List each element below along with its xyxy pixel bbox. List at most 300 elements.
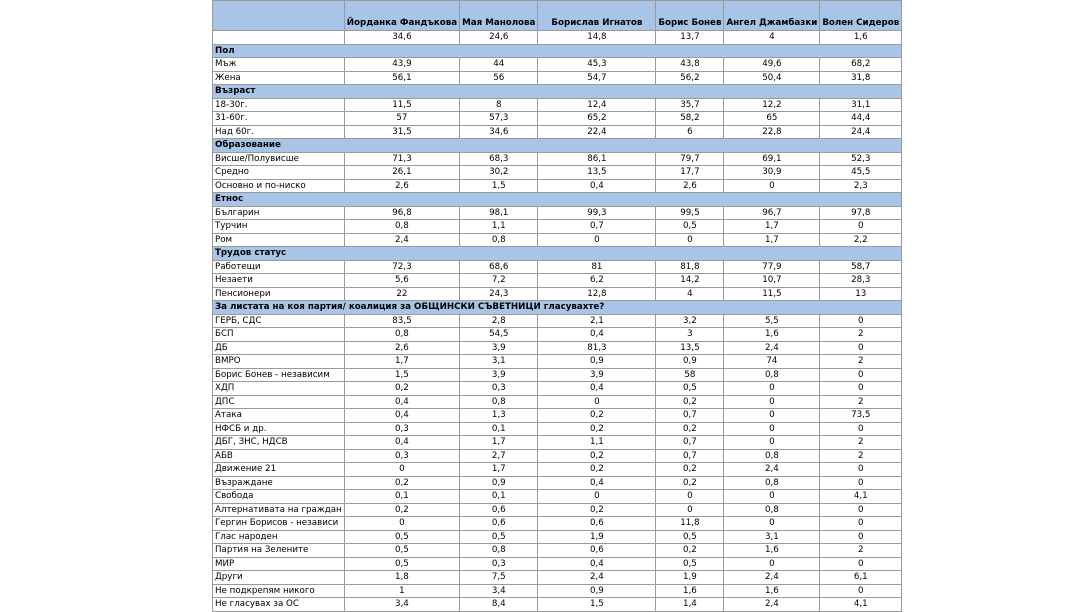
value-cell: 2,3 (820, 179, 902, 193)
value-cell: 43,8 (656, 58, 724, 72)
value-cell: 4,1 (820, 490, 902, 504)
value-cell: 45,5 (820, 166, 902, 180)
overall-value-cell: 24,6 (460, 31, 538, 45)
value-cell: 0 (820, 557, 902, 571)
value-cell: 5,5 (724, 314, 820, 328)
value-cell: 81,3 (538, 341, 656, 355)
value-cell: 69,1 (724, 152, 820, 166)
value-cell: 4 (656, 287, 724, 301)
value-cell: 1,7 (460, 463, 538, 477)
value-cell: 2 (820, 544, 902, 558)
section-header-row (213, 85, 902, 99)
value-cell: 31,1 (820, 98, 902, 112)
value-cell: 0 (344, 463, 459, 477)
value-cell: 22 (344, 287, 459, 301)
value-cell: 7,5 (460, 571, 538, 585)
value-cell: 3,1 (724, 530, 820, 544)
row-label: БСП (213, 328, 345, 342)
row-label: Не подкрепям никого (213, 584, 345, 598)
value-cell: 1,6 (724, 328, 820, 342)
table-row (213, 571, 902, 585)
section-title: Образование (213, 139, 902, 153)
value-cell: 0,8 (460, 544, 538, 558)
value-cell: 0,2 (656, 422, 724, 436)
value-cell: 1,7 (344, 355, 459, 369)
header-row (213, 1, 902, 31)
value-cell: 1,6 (724, 544, 820, 558)
row-label: Борис Бонев - независим (213, 368, 345, 382)
section-title: Трудов статус (213, 247, 902, 261)
value-cell: 1,5 (538, 598, 656, 612)
section-header-row (213, 193, 902, 207)
value-cell: 0 (724, 179, 820, 193)
row-label: МИР (213, 557, 345, 571)
table-row (213, 463, 902, 477)
value-cell: 13 (820, 287, 902, 301)
value-cell: 0 (820, 476, 902, 490)
section-title: Пол (213, 44, 902, 58)
table-row (213, 58, 902, 72)
value-cell: 2 (820, 449, 902, 463)
row-label: Работещи (213, 260, 345, 274)
value-cell: 0,2 (538, 503, 656, 517)
section-header-row (213, 139, 902, 153)
value-cell: 65 (724, 112, 820, 126)
row-label: Възраждане (213, 476, 345, 490)
value-cell: 0 (820, 530, 902, 544)
value-cell: 2,8 (460, 314, 538, 328)
column-header-candidate: Ангел Джамбазки (724, 1, 820, 31)
value-cell: 1,9 (656, 571, 724, 585)
table-row (213, 530, 902, 544)
value-cell: 6,1 (820, 571, 902, 585)
value-cell: 2,4 (724, 341, 820, 355)
table-row (213, 341, 902, 355)
table-row (213, 436, 902, 450)
value-cell: 54,7 (538, 71, 656, 85)
value-cell: 0,8 (724, 476, 820, 490)
value-cell: 0 (724, 422, 820, 436)
value-cell: 3,9 (460, 341, 538, 355)
row-label: Партия на Зелените (213, 544, 345, 558)
table-row (213, 395, 902, 409)
value-cell: 1,3 (460, 409, 538, 423)
value-cell: 22,8 (724, 125, 820, 139)
table-row (213, 220, 902, 234)
value-cell: 0,8 (460, 233, 538, 247)
value-cell: 31,8 (820, 71, 902, 85)
value-cell: 0,3 (344, 449, 459, 463)
value-cell: 56 (460, 71, 538, 85)
value-cell: 0 (820, 220, 902, 234)
value-cell: 12,8 (538, 287, 656, 301)
value-cell: 11,5 (344, 98, 459, 112)
value-cell: 3 (656, 328, 724, 342)
row-label: НФСБ и др. (213, 422, 345, 436)
value-cell: 10,7 (724, 274, 820, 288)
row-label: Ром (213, 233, 345, 247)
value-cell: 3,4 (460, 584, 538, 598)
overall-value-cell: 14,8 (538, 31, 656, 45)
value-cell: 0 (820, 517, 902, 531)
value-cell: 0,1 (460, 490, 538, 504)
overall-value-cell: 1,6 (820, 31, 902, 45)
value-cell: 0,5 (460, 530, 538, 544)
value-cell: 0 (820, 463, 902, 477)
row-label: АБВ (213, 449, 345, 463)
value-cell: 0 (820, 503, 902, 517)
value-cell: 2,7 (460, 449, 538, 463)
table-row (213, 98, 902, 112)
value-cell: 56,1 (344, 71, 459, 85)
column-header-candidate: Волен Сидеров (820, 1, 902, 31)
value-cell: 0 (820, 382, 902, 396)
value-cell: 43,9 (344, 58, 459, 72)
table-row (213, 355, 902, 369)
value-cell: 57 (344, 112, 459, 126)
value-cell: 0,9 (538, 355, 656, 369)
overall-value-cell: 13,7 (656, 31, 724, 45)
value-cell: 99,3 (538, 206, 656, 220)
value-cell: 0,4 (538, 557, 656, 571)
overall-value-cell: 4 (724, 31, 820, 45)
value-cell: 57,3 (460, 112, 538, 126)
row-label: Пенсионери (213, 287, 345, 301)
value-cell: 0,2 (538, 409, 656, 423)
value-cell: 17,7 (656, 166, 724, 180)
value-cell: 56,2 (656, 71, 724, 85)
section-header-row (213, 44, 902, 58)
value-cell: 81,8 (656, 260, 724, 274)
value-cell: 0,4 (344, 436, 459, 450)
value-cell: 0 (820, 341, 902, 355)
value-cell: 1,6 (724, 584, 820, 598)
value-cell: 0 (538, 395, 656, 409)
value-cell: 0 (656, 490, 724, 504)
value-cell: 1,6 (656, 584, 724, 598)
table-row (213, 476, 902, 490)
value-cell: 1,5 (344, 368, 459, 382)
row-label: 18-30г. (213, 98, 345, 112)
table-row (213, 422, 902, 436)
row-label: Основно и по-ниско (213, 179, 345, 193)
value-cell: 3,9 (460, 368, 538, 382)
value-cell: 1,8 (344, 571, 459, 585)
value-cell: 24,4 (820, 125, 902, 139)
value-cell: 0,4 (538, 476, 656, 490)
value-cell: 52,3 (820, 152, 902, 166)
value-cell: 96,7 (724, 206, 820, 220)
value-cell: 7,2 (460, 274, 538, 288)
value-cell: 0,6 (538, 544, 656, 558)
value-cell: 0 (656, 233, 724, 247)
value-cell: 0,8 (344, 220, 459, 234)
value-cell: 96,8 (344, 206, 459, 220)
value-cell: 0,2 (538, 449, 656, 463)
value-cell: 31,5 (344, 125, 459, 139)
value-cell: 8 (460, 98, 538, 112)
section-title: Възраст (213, 85, 902, 99)
value-cell: 0,2 (656, 544, 724, 558)
row-label: ХДП (213, 382, 345, 396)
value-cell: 2 (820, 395, 902, 409)
value-cell: 2 (820, 355, 902, 369)
value-cell: 4,1 (820, 598, 902, 612)
value-cell: 0,2 (344, 382, 459, 396)
value-cell: 86,1 (538, 152, 656, 166)
value-cell: 0 (344, 517, 459, 531)
value-cell: 0,7 (656, 409, 724, 423)
value-cell: 2,4 (344, 233, 459, 247)
value-cell: 0 (538, 233, 656, 247)
value-cell: 0,6 (460, 517, 538, 531)
value-cell: 0,4 (344, 409, 459, 423)
value-cell: 0,6 (460, 503, 538, 517)
value-cell: 83,5 (344, 314, 459, 328)
value-cell: 0 (656, 503, 724, 517)
value-cell: 0,3 (460, 382, 538, 396)
value-cell: 5,6 (344, 274, 459, 288)
value-cell: 45,3 (538, 58, 656, 72)
value-cell: 11,8 (656, 517, 724, 531)
value-cell: 0,5 (656, 557, 724, 571)
value-cell: 0 (820, 368, 902, 382)
value-cell: 2,6 (344, 341, 459, 355)
row-label: Не гласувах за ОС (213, 598, 345, 612)
value-cell: 0,7 (538, 220, 656, 234)
table-row (213, 166, 902, 180)
value-cell: 0,5 (656, 220, 724, 234)
row-label: Други (213, 571, 345, 585)
value-cell: 50,4 (724, 71, 820, 85)
value-cell: 0 (538, 490, 656, 504)
column-header-candidate: Мая Манолова (460, 1, 538, 31)
row-label: Глас народен (213, 530, 345, 544)
row-label: Гергин Борисов - независи (213, 517, 345, 531)
value-cell: 0,6 (538, 517, 656, 531)
value-cell: 0 (724, 517, 820, 531)
table-row (213, 328, 902, 342)
overall-value-cell: 34,6 (344, 31, 459, 45)
value-cell: 0,4 (538, 328, 656, 342)
value-cell: 0 (724, 490, 820, 504)
value-cell: 54,5 (460, 328, 538, 342)
value-cell: 1,7 (460, 436, 538, 450)
value-cell: 1,5 (460, 179, 538, 193)
value-cell: 0,7 (656, 436, 724, 450)
table-row (213, 409, 902, 423)
value-cell: 1,7 (724, 220, 820, 234)
value-cell: 98,1 (460, 206, 538, 220)
table-row (213, 382, 902, 396)
value-cell: 0,1 (344, 490, 459, 504)
value-cell: 0 (724, 382, 820, 396)
table-row (213, 598, 902, 612)
section-header-row (213, 301, 902, 315)
table-row (213, 260, 902, 274)
table-row (213, 368, 902, 382)
section-title: За листата на коя партия/ коалиция за ОБЩИНСКИ СЪВЕТНИЦИ гласувахте? (213, 301, 902, 315)
value-cell: 99,5 (656, 206, 724, 220)
value-cell: 0,3 (460, 557, 538, 571)
row-label (213, 31, 345, 45)
value-cell: 2,4 (724, 463, 820, 477)
value-cell: 0 (820, 422, 902, 436)
value-cell: 2 (820, 328, 902, 342)
value-cell: 0,5 (344, 530, 459, 544)
table-row (213, 287, 902, 301)
value-cell: 2,4 (724, 571, 820, 585)
value-cell: 1,7 (724, 233, 820, 247)
value-cell: 81 (538, 260, 656, 274)
value-cell: 2 (820, 436, 902, 450)
value-cell: 58,2 (656, 112, 724, 126)
value-cell: 1,1 (460, 220, 538, 234)
value-cell: 13,5 (656, 341, 724, 355)
table-row (213, 490, 902, 504)
value-cell: 0,2 (656, 395, 724, 409)
value-cell: 0,1 (460, 422, 538, 436)
value-cell: 2,1 (538, 314, 656, 328)
value-cell: 34,6 (460, 125, 538, 139)
value-cell: 68,2 (820, 58, 902, 72)
value-cell: 68,6 (460, 260, 538, 274)
table-row (213, 503, 902, 517)
value-cell: 2,4 (538, 571, 656, 585)
value-cell: 0,5 (344, 544, 459, 558)
table-row (213, 557, 902, 571)
results-table (212, 0, 902, 612)
value-cell: 73,5 (820, 409, 902, 423)
value-cell: 77,9 (724, 260, 820, 274)
value-cell: 28,3 (820, 274, 902, 288)
value-cell: 0,3 (344, 422, 459, 436)
value-cell: 0,5 (656, 530, 724, 544)
value-cell: 24,3 (460, 287, 538, 301)
value-cell: 0 (724, 409, 820, 423)
value-cell: 0,2 (344, 503, 459, 517)
value-cell: 1,9 (538, 530, 656, 544)
table-row (213, 274, 902, 288)
table-row (213, 206, 902, 220)
value-cell: 0 (820, 584, 902, 598)
value-cell: 44,4 (820, 112, 902, 126)
value-cell: 74 (724, 355, 820, 369)
column-header-candidate: Борислав Игнатов (538, 1, 656, 31)
row-label: ГЕРБ, СДС (213, 314, 345, 328)
row-label: Средно (213, 166, 345, 180)
value-cell: 14,2 (656, 274, 724, 288)
row-label: Атака (213, 409, 345, 423)
value-cell: 0,4 (538, 382, 656, 396)
row-label: ДПС (213, 395, 345, 409)
value-cell: 49,6 (724, 58, 820, 72)
value-cell: 65,2 (538, 112, 656, 126)
row-label: Алтернативата на граждан (213, 503, 345, 517)
value-cell: 58,7 (820, 260, 902, 274)
value-cell: 0 (724, 395, 820, 409)
value-cell: 12,4 (538, 98, 656, 112)
value-cell: 2,6 (344, 179, 459, 193)
value-cell: 1 (344, 584, 459, 598)
value-cell: 0,9 (656, 355, 724, 369)
value-cell: 3,1 (460, 355, 538, 369)
table-row (213, 584, 902, 598)
value-cell: 0,8 (724, 503, 820, 517)
value-cell: 0,2 (538, 463, 656, 477)
table-row (213, 449, 902, 463)
value-cell: 0,5 (344, 557, 459, 571)
value-cell: 13,5 (538, 166, 656, 180)
table-row (213, 314, 902, 328)
row-label: Незаети (213, 274, 345, 288)
value-cell: 3,2 (656, 314, 724, 328)
value-cell: 22,4 (538, 125, 656, 139)
value-cell: 12,2 (724, 98, 820, 112)
value-cell: 0,4 (344, 395, 459, 409)
value-cell: 0,2 (344, 476, 459, 490)
row-label: Висше/Полувисше (213, 152, 345, 166)
row-label: Българин (213, 206, 345, 220)
table-row (213, 179, 902, 193)
row-label: ДБ (213, 341, 345, 355)
value-cell: 2,2 (820, 233, 902, 247)
value-cell: 44 (460, 58, 538, 72)
value-cell: 6 (656, 125, 724, 139)
row-label: Турчин (213, 220, 345, 234)
value-cell: 26,1 (344, 166, 459, 180)
value-cell: 11,5 (724, 287, 820, 301)
value-cell: 0,2 (656, 463, 724, 477)
overall-row (213, 31, 902, 45)
row-label: Свобода (213, 490, 345, 504)
value-cell: 0,9 (538, 584, 656, 598)
value-cell: 0,8 (344, 328, 459, 342)
value-cell: 0,7 (656, 449, 724, 463)
value-cell: 0 (724, 436, 820, 450)
value-cell: 79,7 (656, 152, 724, 166)
table-row (213, 517, 902, 531)
value-cell: 72,3 (344, 260, 459, 274)
table-row (213, 125, 902, 139)
table-row (213, 71, 902, 85)
value-cell: 0,8 (724, 449, 820, 463)
value-cell: 0,2 (656, 476, 724, 490)
section-header-row (213, 247, 902, 261)
value-cell: 3,4 (344, 598, 459, 612)
row-label: Движение 21 (213, 463, 345, 477)
table-row (213, 112, 902, 126)
value-cell: 0,5 (656, 382, 724, 396)
column-header-candidate: Йорданка Фандъкова (344, 1, 459, 31)
row-label: 31-60г. (213, 112, 345, 126)
value-cell: 2,6 (656, 179, 724, 193)
value-cell: 2,4 (724, 598, 820, 612)
value-cell: 0,8 (460, 395, 538, 409)
value-cell: 6,2 (538, 274, 656, 288)
value-cell: 35,7 (656, 98, 724, 112)
value-cell: 1,1 (538, 436, 656, 450)
row-label: ВМРО (213, 355, 345, 369)
value-cell: 0,8 (724, 368, 820, 382)
value-cell: 0,4 (538, 179, 656, 193)
value-cell: 30,2 (460, 166, 538, 180)
value-cell: 30,9 (724, 166, 820, 180)
value-cell: 68,3 (460, 152, 538, 166)
value-cell: 0,9 (460, 476, 538, 490)
section-title: Етнос (213, 193, 902, 207)
row-label: Мъж (213, 58, 345, 72)
